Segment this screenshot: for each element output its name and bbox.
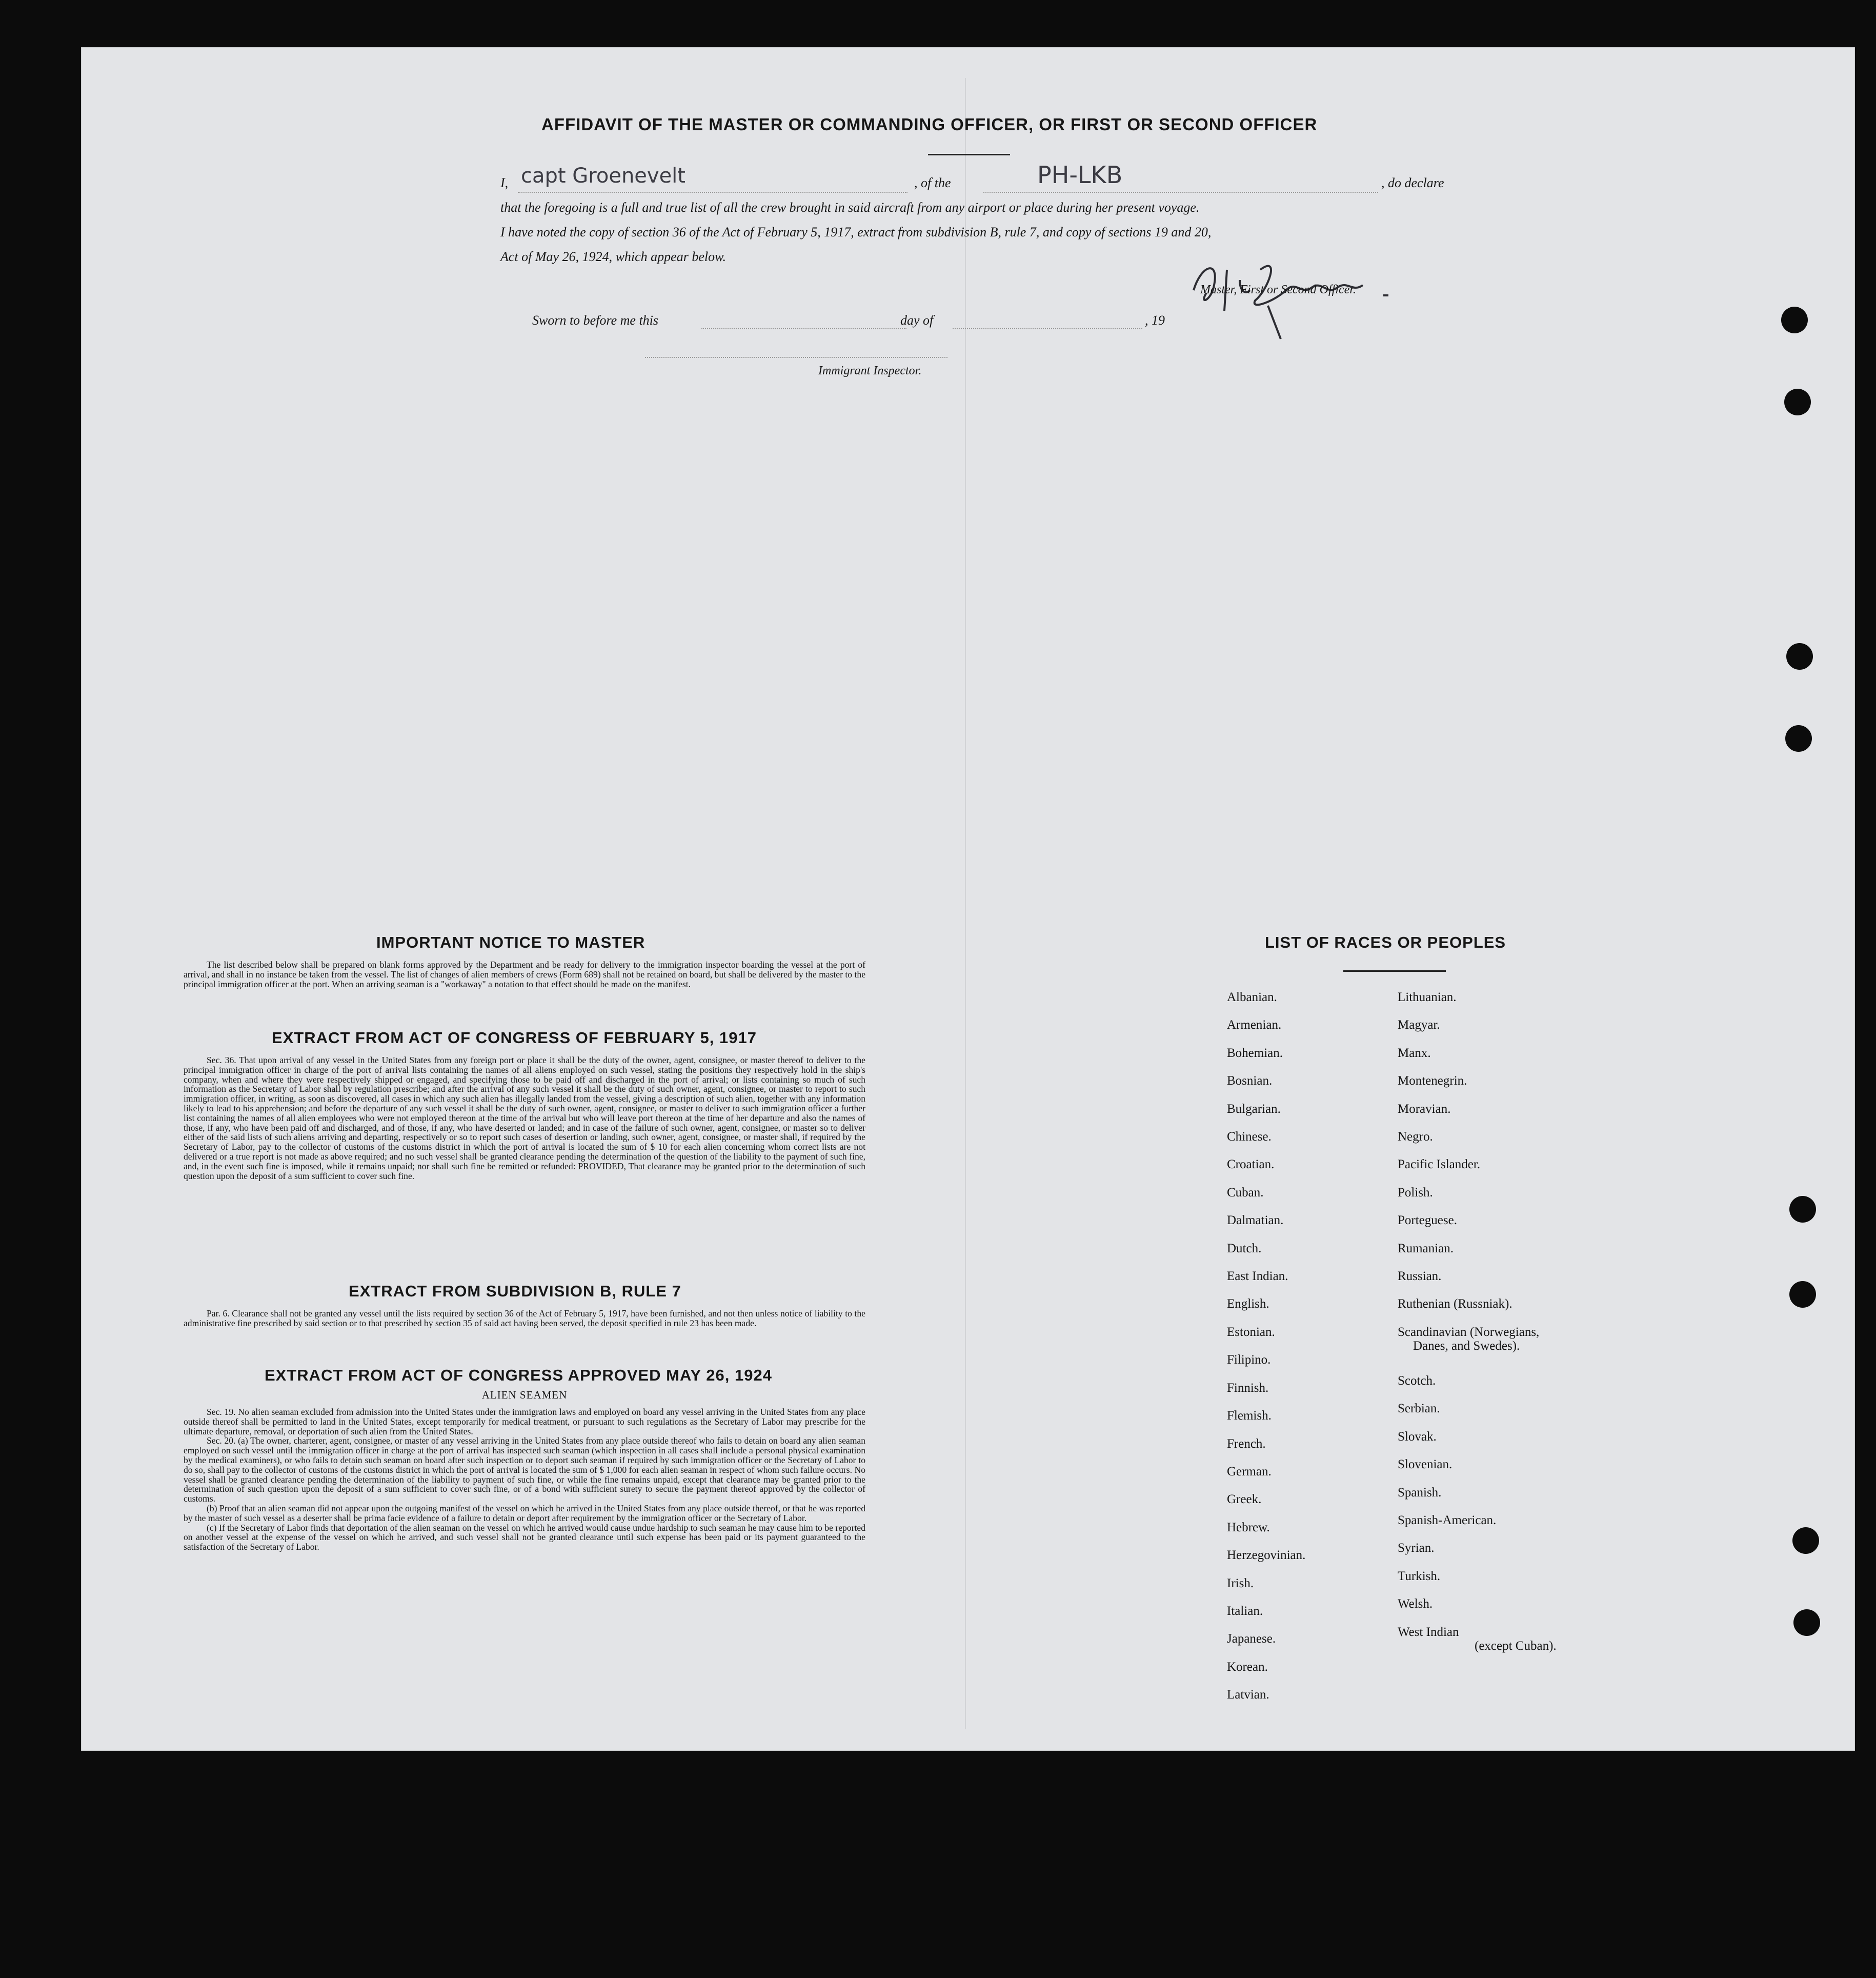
notice-text: The list described below shall be prepared on blank forms approved by the Department and be ready for delivery to the immigration inspector boarding the vessel at the port of arrival, and shall in no instance be taken from the vessel. The list of changes of alien members of crews (Form 689) shall not be retained on board, but shall be delivered by the master to the principal immigration officer at the port. When an arriving seaman is a "workaway" a notation to that effect should be made on the manifest. xyxy=(184,960,865,989)
race-item: West Indian xyxy=(1398,1625,1459,1639)
aircraft-handwritten: PH-LKB xyxy=(1037,161,1123,189)
fold-line xyxy=(965,78,966,1729)
year-label: , 19 xyxy=(1145,313,1165,328)
of-the-label: , of the xyxy=(914,175,951,190)
affidavit-title: AFFIDAVIT OF THE MASTER OR COMMANDING OFFICER, OR FIRST OR SECOND OFFICER xyxy=(541,115,1318,134)
affidavit-line-2: that the foregoing is a full and true list of all the crew brought in said aircraft from any airport or place during her present voyage. xyxy=(500,200,1200,215)
race-item: Spanish. xyxy=(1398,1485,1442,1500)
race-item: Porteguese. xyxy=(1398,1213,1457,1228)
race-item: Montenegrin. xyxy=(1398,1074,1467,1088)
race-item: French. xyxy=(1227,1436,1266,1451)
notice-title: IMPORTANT NOTICE TO MASTER xyxy=(376,933,645,951)
race-item: Serbian. xyxy=(1398,1402,1440,1416)
race-item: Negro. xyxy=(1398,1130,1433,1144)
races-column-1 xyxy=(1227,984,1305,1709)
race-item: Filipino. xyxy=(1227,1353,1271,1367)
race-item: Bosnian. xyxy=(1227,1074,1273,1088)
race-item: Dalmatian. xyxy=(1227,1213,1284,1228)
race-item: Russian. xyxy=(1398,1269,1442,1284)
race-item: German. xyxy=(1227,1464,1272,1478)
race-item: Slovak. xyxy=(1398,1429,1437,1444)
race-item: Moravian. xyxy=(1398,1102,1451,1116)
alien-seamen-subtitle: ALIEN SEAMEN xyxy=(481,1389,568,1401)
extract-1917-text: Sec. 36. That upon arrival of any vessel in the United States from any foreign port or place it shall be the duty of the owner, agent, consignee, or master thereof to deliver to the principal immigration officer in charge of the port of arrival lists containing the names of all aliens employed on such vessel, stating the positions they respectively hold in the ship's company, when and where they were respectively shipped or engaged, and specifying those to be paid off and discharged in the port of arrival; or lists containing so much of such information as the Secretary of Labor shall by regulation prescribe; and after the arrival of any such vessel it shall be the duty of such owner, agent, consignee, or master to report to such immigration officer, in writing, as soon as discovered, all cases in which any such alien has illegally landed from the vessel, giving a description of such alien, together with any information likely to lead to his apprehension; and before the departure of any such vessel it shall be the duty of such owner, agent, consignee, or master to deliver to such immigration officer a further list containing the names of all alien employees who were not employed thereon at the time of the arrival but who will leave port thereon at the time of her departure and also the names of those, if any, who have been paid off and discharged, and of those, if any, who have deserted or landed; and in case of the failure of such owner, agent, consignee, or master so to deliver either of the said lists of such aliens arriving and departing, respectively or so to report such cases of desertion or landing, such owner, agent, consignee, or master shall, if required by the Secretary of Labor, pay to the collector of customs of the customs district in which the port of arrival is located the sum of $ 10 for each alien concerning whom correct lists are not delivered or a true report is not made as above required; and no such vessel shall be granted clearance pending the determination of the question of the liability to the payment of such fine, and, in the event such fine is imposed, while it remains unpaid; nor shall such fine be remitted or refunded: PROVIDED, That clearance may be granted prior to the determination of such question upon the deposit of a sum sufficient to cover such fine. xyxy=(184,1055,865,1181)
race-item: Armenian. xyxy=(1227,1018,1282,1032)
punch-hole xyxy=(1784,389,1811,415)
punch-hole xyxy=(1792,1527,1819,1554)
punch-hole xyxy=(1785,725,1812,752)
sec-20a: Sec. 20. (a) The owner, charterer, agent, consignee, or master of any vessel arriving in the United States from any place outside thereof who fails to detain on board any alien seaman employed on such vessel until the immigration officer in charge at the port of arrival has inspected such seaman (which inspection in all cases shall include a personal physical examination by the medical examiners), or who fails to detain such seaman on board after such inspection or to deport such seaman if required by such immigration officer or the Secretary of Labor to do so, shall pay to the collector of customs of the customs district in which the port of arrival is located the sum of $ 1,000 for each alien seaman in respect of whom such failure occurs. No vessel shall be granted clearance pending the determination of the liability to payment of such fine, or while the fine remains unpaid, except that clearance may be granted prior to the determination of such question upon the deposit of a sum sufficient to cover such fine, or of a bond with sufficient surety to secure the payment thereof approved by the collector of customs. xyxy=(184,1435,865,1504)
sec-20b: (b) Proof that an alien seaman did not appear upon the outgoing manifest of the vessel on which he arrived in the United States from any place outside thereof, or that he was reported by the master of such vessel as a deserter shall be prima facie evidence of a failure to detain or deport after requirement by the immigration officer or the Secretary of Labor. xyxy=(184,1503,865,1523)
race-item: English. xyxy=(1227,1297,1269,1311)
race-item: Estonian. xyxy=(1227,1325,1275,1339)
race-item: Slovenian. xyxy=(1398,1457,1453,1472)
race-item: Bulgarian. xyxy=(1227,1102,1281,1116)
punch-hole xyxy=(1789,1281,1816,1308)
punch-hole xyxy=(1781,307,1808,333)
sec-20c: (c) If the Secretary of Labor finds that deportation of the alien seaman on the vessel on which he arrived would cause undue hardship to such seaman he may cause him to be reported on another vessel at the expense of the vessel on which he arrived, and such vessel shall not be granted clearance until such expense has been paid or its payment guaranteed to the satisfaction of the Secretary of Labor. xyxy=(184,1522,865,1552)
race-item: Pacific Islander. xyxy=(1398,1157,1481,1172)
race-item: Welsh. xyxy=(1398,1597,1433,1611)
race-item-continued: (except Cuban). xyxy=(1475,1639,1557,1653)
race-item: Korean. xyxy=(1227,1660,1268,1674)
punch-hole xyxy=(1793,1609,1820,1636)
race-item: Irish. xyxy=(1227,1576,1254,1590)
subdivision-b-title: EXTRACT FROM SUBDIVISION B, RULE 7 xyxy=(349,1282,681,1300)
races-column-2 xyxy=(1398,984,1557,1653)
race-item: Manx. xyxy=(1398,1046,1431,1060)
races-underline xyxy=(1343,970,1446,972)
race-item: Syrian. xyxy=(1398,1541,1435,1555)
affidavit-line-4: Act of May 26, 1924, which appear below. xyxy=(500,249,727,264)
extract-1917-title: EXTRACT FROM ACT OF CONGRESS OF FEBRUARY 5, 1917 xyxy=(272,1029,757,1047)
race-item: Scandinavian (Norwegians, xyxy=(1398,1325,1540,1339)
race-item: Albanian. xyxy=(1227,990,1277,1004)
inspector-caption: Immigrant Inspector. xyxy=(818,364,922,377)
race-item: Herzegovinian. xyxy=(1227,1548,1306,1563)
race-item: Cuban. xyxy=(1227,1185,1264,1200)
race-item: Turkish. xyxy=(1398,1569,1441,1583)
race-item: Chinese. xyxy=(1227,1130,1272,1144)
race-item: Flemish. xyxy=(1227,1409,1272,1423)
sworn-month-line xyxy=(953,328,1142,329)
name-line xyxy=(518,192,907,193)
race-item: Japanese. xyxy=(1227,1632,1276,1646)
race-item: Latvian. xyxy=(1227,1688,1269,1702)
race-item: Croatian. xyxy=(1227,1157,1275,1172)
aircraft-line xyxy=(983,192,1378,193)
sworn-day-line xyxy=(701,328,906,329)
race-item-continued: Danes, and Swedes). xyxy=(1413,1338,1520,1353)
race-item: Scotch. xyxy=(1398,1373,1436,1388)
i-label: I, xyxy=(500,175,509,190)
subdivision-b-text: Par. 6. Clearance shall not be granted any vessel until the lists required by section 36 of the Act of February 5, 1917, have been furnished, and not then unless notice of liability to the administrative fine prescribed by said section or to that prescribed by section 35 of said act having been served, the deposit specified in rule 23 has been made. xyxy=(184,1308,865,1328)
races-title: LIST OF RACES OR PEOPLES xyxy=(1265,933,1506,951)
race-item: Greek. xyxy=(1227,1492,1262,1507)
race-item: Polish. xyxy=(1398,1185,1433,1200)
affidavit-line-3: I have noted the copy of section 36 of the Act of February 5, 1917, extract from subdivision B, rule 7, and copy of sections 19 and 20, xyxy=(500,225,1212,239)
punch-hole xyxy=(1789,1196,1816,1223)
sec-19: Sec. 19. No alien seaman excluded from admission into the United States under the immigration laws and employed on board any vessel arriving in the United States from any place outside thereof shall be permitted to land in the United States, except temporarily for medical treatment, or pursuant to such regulations as the Secretary of Labor may prescribe for the ultimate departure, removal, or deportation of such alien from the United States. xyxy=(184,1407,865,1436)
race-item: Spanish-American. xyxy=(1398,1513,1497,1527)
race-item: Italian. xyxy=(1227,1604,1263,1618)
sworn-label: Sworn to before me this xyxy=(532,313,659,328)
declare-label: , do declare xyxy=(1381,175,1444,190)
inspector-line xyxy=(645,357,947,358)
race-item: Bohemian. xyxy=(1227,1046,1283,1060)
race-item: Lithuanian. xyxy=(1398,990,1457,1004)
race-item: Magyar. xyxy=(1398,1018,1440,1032)
document-page xyxy=(81,47,1855,1751)
race-item: Rumanian. xyxy=(1398,1241,1454,1255)
extract-1924-title: EXTRACT FROM ACT OF CONGRESS APPROVED MAY 26, 1924 xyxy=(265,1366,772,1384)
extract-1924-text xyxy=(184,1407,865,1552)
race-item: Dutch. xyxy=(1227,1241,1262,1255)
signature-caption: Master, First or Second Officer. xyxy=(1200,283,1356,296)
title-underline xyxy=(928,154,1010,155)
race-item: East Indian. xyxy=(1227,1269,1288,1284)
race-item: Hebrew. xyxy=(1227,1520,1270,1534)
race-item: Finnish. xyxy=(1227,1381,1269,1395)
punch-hole xyxy=(1786,643,1813,670)
day-of-label: day of xyxy=(900,313,934,328)
master-name-handwritten: capt Groenevelt xyxy=(521,164,685,188)
race-item: Ruthenian (Russniak). xyxy=(1398,1297,1512,1311)
